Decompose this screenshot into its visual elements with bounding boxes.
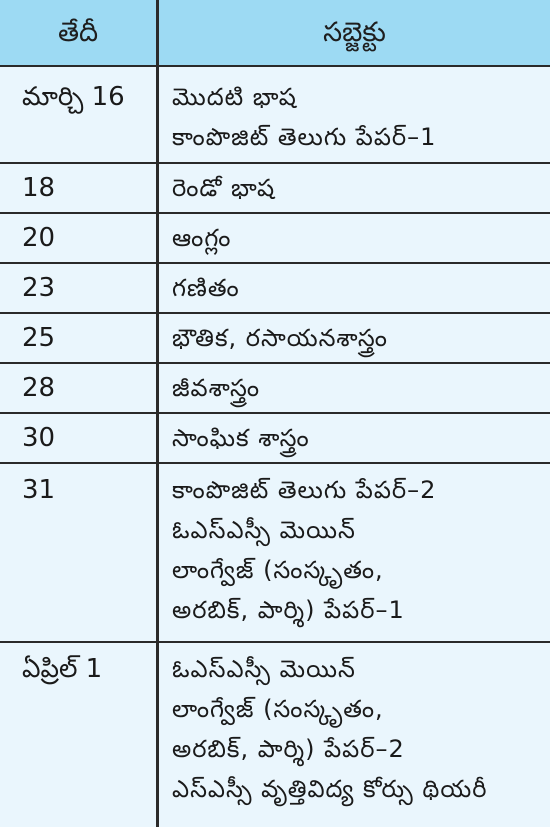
exam-subject [172, 268, 542, 308]
subject-line: లాంగ్వేజ్ (సంస్కృతం, [172, 556, 384, 584]
table-row [0, 464, 550, 641]
subject-line: రెండో భాష [172, 174, 276, 202]
subject-line: అరబిక్, పార్శి) పేపర్–2 [172, 735, 405, 763]
exam-subject [172, 470, 542, 630]
subject-line: భౌతిక, రసాయనశాస్త్రం [172, 324, 388, 352]
subject-line: ఎస్ఎస్సీ వృత్తివిద్య కోర్సు థియరీ [172, 775, 488, 803]
table-row [0, 164, 550, 212]
table-header [0, 0, 550, 66]
exam-subject [172, 318, 542, 358]
subject-line: అరబిక్, పార్శి) పేపర్–1 [172, 596, 405, 624]
exam-date: 25 [22, 323, 56, 353]
subject-line: గణితం [172, 274, 240, 302]
table-row [0, 364, 550, 412]
exam-date: 31 [22, 475, 56, 505]
exam-subject [172, 77, 542, 157]
subject-line: కాంపొజిట్ తెలుగు పేపర్–2 [172, 476, 437, 504]
date-column-header: తేదీ [57, 17, 99, 48]
exam-date: 28 [22, 373, 56, 403]
subject-line: ఓఎస్ఎస్సీ మెయిన్ [172, 516, 356, 544]
exam-date: మార్చి 16 [22, 82, 125, 112]
exam-subject [172, 649, 542, 809]
table-row [0, 643, 550, 827]
subject-line: మొదటి భాష [172, 83, 297, 111]
exam-date: 20 [22, 223, 56, 253]
exam-date: 30 [22, 423, 56, 453]
table-row [0, 264, 550, 312]
subject-line: కాంపొజిట్ తెలుగు పేపర్–1 [172, 123, 437, 151]
exam-date: 18 [22, 173, 56, 203]
table-row [0, 414, 550, 462]
subject-line: ఆంగ్లం [172, 224, 232, 252]
subject-line: సాంఘిక శాస్త్రం [172, 424, 310, 452]
subject-line: ఓఎస్ఎస్సీ మెయిన్ [172, 655, 356, 683]
subject-line: లాంగ్వేజ్ (సంస్కృతం, [172, 695, 384, 723]
exam-subject [172, 168, 542, 208]
table-row [0, 214, 550, 262]
table-row [0, 67, 550, 162]
exam-date: ఏప్రిల్ 1 [22, 654, 103, 684]
exam-date: 23 [22, 273, 56, 303]
subject-column-header: సబ్జెక్టు [323, 17, 386, 48]
table-row [0, 314, 550, 362]
exam-subject [172, 368, 542, 408]
exam-subject [172, 418, 542, 458]
subject-line: జీవశాస్త్రం [172, 374, 261, 402]
exam-subject [172, 218, 542, 258]
